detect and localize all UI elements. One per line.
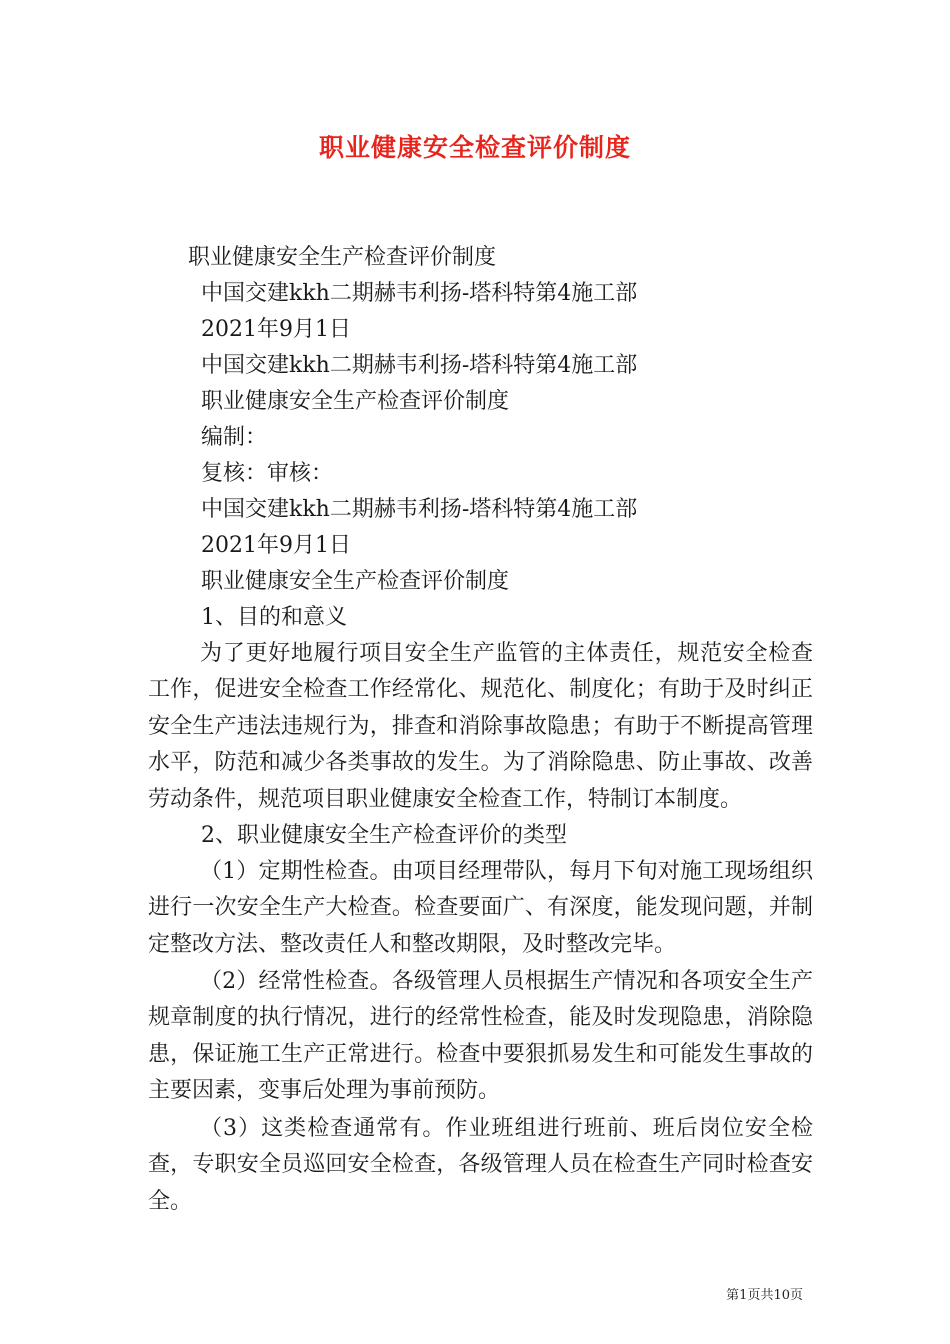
compiled-by-line: 编制： <box>201 425 268 450</box>
date-line: 2021年9月1日 <box>201 533 351 558</box>
section-heading-2: 2、职业健康安全生产检查评价的类型 <box>201 823 567 848</box>
paragraph-regular-check: （2）经常性检查。各级管理人员根据生产情况和各项安全生产规章制度的执行情况，进行的经常性检查，能及时发现隐患，消除隐患，保证施工生产正常进行。检查中要狠抓易发生和可能发生事故的主要因素，变事后处理为事前预防。 <box>148 969 813 1104</box>
document-title: 职业健康安全检查评价制度 <box>318 133 631 162</box>
paragraph-routine-check: （3）这类检查通常有。作业班组进行班前、班后岗位安全检查，专职安全员巡回安全检查，各级管理人员在检查生产同时检查安全。 <box>148 1116 813 1214</box>
organization-line: 中国交建kkh二期赫韦利扬-塔科特第4施工部 <box>201 353 638 378</box>
subtitle-line: 职业健康安全生产检查评价制度 <box>201 389 510 414</box>
subtitle-line: 职业健康安全生产检查评价制度 <box>201 569 510 594</box>
review-line: 复核：审核： <box>201 461 334 486</box>
organization-line: 中国交建kkh二期赫韦利扬-塔科特第4施工部 <box>201 281 638 306</box>
section-heading-1: 1、目的和意义 <box>201 605 347 630</box>
subtitle-line: 职业健康安全生产检查评价制度 <box>188 245 497 270</box>
paragraph-purpose: 为了更好地履行项目安全生产监管的主体责任，规范安全检查工作，促进安全检查工作经常化、规范化、制度化；有助于及时纠正安全生产违法违规行为，排查和消除事故隐患；有助于不断提高管理水平，防范和减少各类事故的发生。为了消除隐患、防止事故、改善劳动条件，规范项目职业健康安全检查工作，特制订本制度。 <box>148 641 813 812</box>
date-line: 2021年9月1日 <box>201 317 351 342</box>
page-number: 第1页共10页 <box>726 1288 803 1303</box>
organization-line: 中国交建kkh二期赫韦利扬-塔科特第4施工部 <box>201 497 638 522</box>
paragraph-periodic-check: （1）定期性检查。由项目经理带队，每月下旬对施工现场组织进行一次安全生产大检查。检查要面广、有深度，能发现问题，并制定整改方法、整改责任人和整改期限，及时整改完毕。 <box>148 859 813 957</box>
